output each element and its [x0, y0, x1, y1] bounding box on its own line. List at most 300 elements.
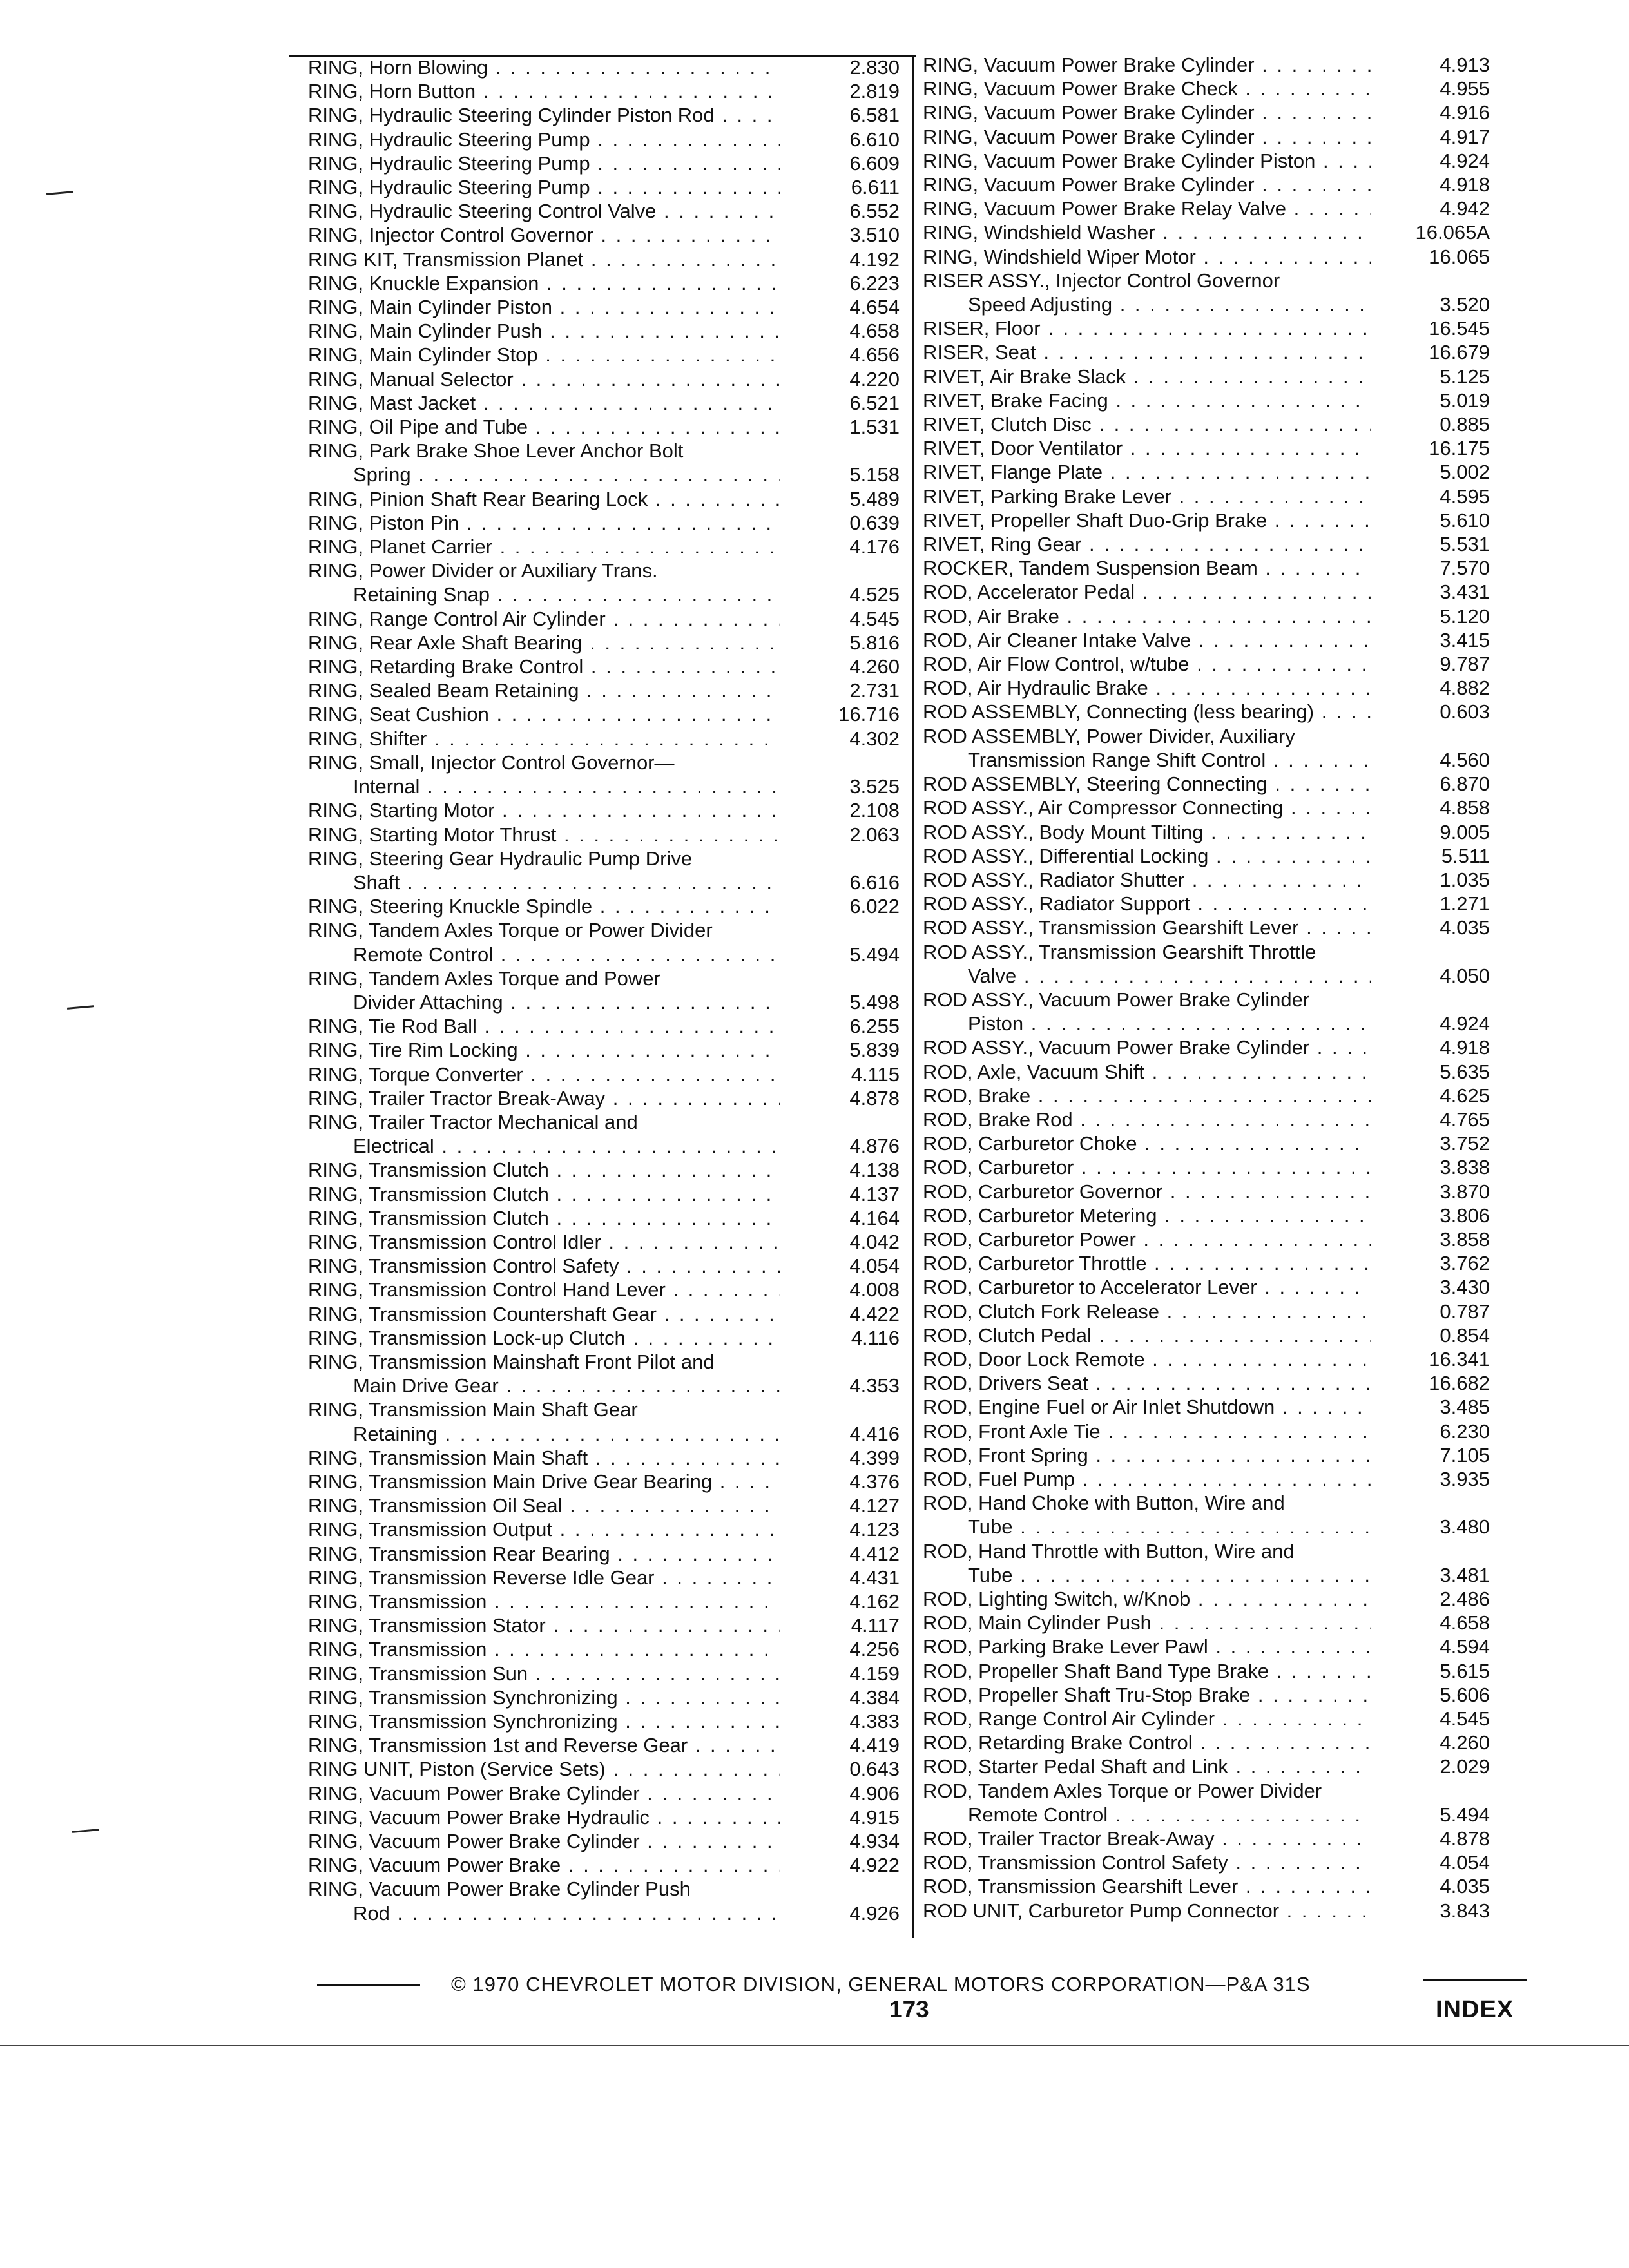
- index-entry: [308, 1637, 900, 1661]
- entry-reference-number: 2.486: [1440, 1588, 1490, 1610]
- index-entry: [923, 1060, 1490, 1084]
- entry-label: ROD, Front Axle Tie . . .: [923, 1419, 1371, 1443]
- entry-reference-number: 3.762: [1440, 1252, 1490, 1275]
- entry-continuation: Speed Adjusting . . .: [923, 293, 1371, 316]
- index-entry: [923, 580, 1490, 604]
- entry-label: ROD ASSY., Transmission Gearshift Lever . . .: [923, 916, 1371, 939]
- entry-label: RING, Hydraulic Steering Pump . . .: [308, 151, 780, 175]
- index-entry: [308, 343, 900, 367]
- entry-continuation: Transmission Range Shift Control . . .: [923, 748, 1371, 772]
- entry-label: ROD, Air Flow Control, w/tube . . .: [923, 652, 1371, 676]
- entry-reference-number: 5.019: [1440, 389, 1490, 412]
- index-entry: [308, 798, 900, 822]
- entry-label: RING, Tandem Axles Torque or Power Divider: [308, 919, 713, 942]
- entry-reference-number: 4.302: [849, 727, 900, 750]
- entry-label: ROD, Propeller Shaft Band Type Brake . . .: [923, 1659, 1371, 1683]
- entry-reference-number: 4.127: [849, 1494, 900, 1517]
- entry-label: RING, Hydraulic Steering Cylinder Piston Rod . . .: [308, 103, 780, 127]
- entry-reference-number: 3.485: [1440, 1396, 1490, 1419]
- entry-label: ROD ASSY., Differential Locking . . .: [923, 844, 1371, 868]
- entry-label: RING, Range Control Air Cylinder . . .: [308, 607, 780, 631]
- entry-continuation: Main Drive Gear . . .: [308, 1374, 780, 1398]
- entry-label: RING, Steering Gear Hydraulic Pump Drive: [308, 847, 693, 870]
- entry-label: RING, Vacuum Power Brake Cylinder . . .: [308, 1829, 780, 1853]
- entry-reference-number: 4.176: [849, 535, 900, 559]
- index-entry: [923, 1850, 1490, 1874]
- index-entry: [308, 1038, 900, 1062]
- index-entry: [308, 1566, 900, 1590]
- section-label: INDEX: [1436, 1996, 1514, 2023]
- entry-label: ROD, Propeller Shaft Tru-Stop Brake . . .: [923, 1683, 1371, 1707]
- entry-reference-number: 9.005: [1440, 820, 1490, 843]
- entry-reference-number: 6.581: [849, 104, 900, 127]
- index-entry: [308, 1757, 900, 1781]
- entry-label: RIVET, Ring Gear . . .: [923, 532, 1371, 556]
- entry-label: RIVET, Air Brake Slack . . .: [923, 365, 1371, 389]
- index-entry: [923, 628, 1490, 652]
- index-entry: [923, 1899, 1490, 1923]
- index-entry: [923, 1659, 1490, 1683]
- entry-continuation: Spring . . .: [308, 463, 780, 486]
- entry-label: RING, Seat Cushion . . .: [308, 702, 780, 726]
- entry-label: RING, Transmission Control Hand Lever . . .: [308, 1278, 780, 1302]
- entry-reference-number: 4.192: [849, 247, 900, 271]
- entry-label: RISER, Floor . . .: [923, 316, 1371, 340]
- entry-label: ROD, Brake Rod . . .: [923, 1108, 1371, 1131]
- index-entry: [923, 485, 1490, 508]
- index-entry: [923, 1155, 1490, 1179]
- entry-reference-number: 4.765: [1440, 1108, 1490, 1131]
- entry-reference-number: 6.552: [849, 200, 900, 223]
- entry-label: ROD, Carburetor to Accelerator Lever . . .: [923, 1275, 1371, 1299]
- entry-continuation: Divider Attaching . . .: [308, 990, 780, 1014]
- index-entry: [923, 1035, 1490, 1059]
- index-entry: [923, 389, 1490, 412]
- entry-reference-number: 0.603: [1440, 700, 1490, 724]
- entry-label: RING, Planet Carrier . . .: [308, 535, 780, 559]
- index-entry: [923, 1275, 1490, 1299]
- entry-reference-number: 5.120: [1440, 604, 1490, 628]
- entry-reference-number: 3.431: [1440, 581, 1490, 604]
- index-entry: [308, 1206, 900, 1230]
- entry-reference-number: 3.510: [849, 224, 900, 247]
- entry-label: RIVET, Clutch Disc . . .: [923, 412, 1371, 436]
- entry-reference-number: 4.042: [849, 1230, 900, 1253]
- entry-reference-number: 6.255: [849, 1015, 900, 1038]
- entry-label: ROCKER, Tandem Suspension Beam . . .: [923, 556, 1371, 580]
- index-entry: [308, 1086, 900, 1110]
- index-entry: [923, 269, 1490, 316]
- entry-reference-number: 4.934: [849, 1830, 900, 1853]
- entry-reference-number: 16.545: [1429, 317, 1490, 340]
- index-entry: [308, 751, 900, 798]
- entry-reference-number: 4.545: [1440, 1707, 1490, 1731]
- index-entry: [308, 1805, 900, 1829]
- entry-label: ROD, Clutch Pedal . . .: [923, 1323, 1371, 1347]
- index-entry: [308, 966, 900, 1014]
- entry-label: ROD, Door Lock Remote . . .: [923, 1347, 1371, 1371]
- index-column-right: [923, 53, 1490, 1923]
- entry-reference-number: 4.419: [849, 1734, 900, 1757]
- entry-reference-number: 5.002: [1440, 461, 1490, 484]
- entry-reference-number: 3.525: [849, 775, 900, 798]
- entry-label: RING, Park Brake Shoe Lever Anchor Bolt: [308, 439, 684, 463]
- entry-continuation: Valve . . .: [923, 964, 1371, 988]
- entry-reference-number: 6.610: [849, 128, 900, 151]
- index-entry: [923, 556, 1490, 580]
- index-entry: [923, 1491, 1490, 1539]
- entry-label: RING, Trailer Tractor Break-Away . . .: [308, 1086, 780, 1110]
- entry-label: ROD ASSEMBLY, Steering Connecting . . .: [923, 772, 1371, 796]
- index-entry: [923, 1395, 1490, 1419]
- entry-reference-number: 4.913: [1440, 53, 1490, 76]
- entry-label: RING, Tire Rim Locking . . .: [308, 1038, 780, 1062]
- index-entry: [923, 1108, 1490, 1131]
- entry-label: RING, Horn Button . . .: [308, 79, 780, 103]
- entry-reference-number: 5.531: [1440, 533, 1490, 556]
- entry-label: RING, Small, Injector Control Governor—: [308, 751, 675, 774]
- index-entry: [308, 1733, 900, 1757]
- entry-reference-number: 6.230: [1440, 1419, 1490, 1443]
- entry-reference-number: 2.108: [849, 799, 900, 822]
- entry-reference-number: 4.054: [1440, 1851, 1490, 1874]
- entry-label: RING, Main Cylinder Stop . . .: [308, 343, 780, 367]
- index-entry: [308, 631, 900, 655]
- entry-reference-number: 3.838: [1440, 1156, 1490, 1179]
- index-entry: [308, 559, 900, 606]
- margin-mark: [72, 1829, 99, 1833]
- entry-label: RING, Power Divider or Auxiliary Trans.: [308, 559, 658, 582]
- entry-reference-number: 3.935: [1440, 1467, 1490, 1490]
- index-entry: [308, 511, 900, 535]
- entry-label: RIVET, Door Ventilator . . .: [923, 436, 1371, 460]
- entry-reference-number: 7.570: [1440, 557, 1490, 580]
- copyright-notice: © 1970 CHEVROLET MOTOR DIVISION, GENERAL MOTORS CORPORATION—P&A 31S: [451, 1973, 1311, 1995]
- entry-label: RIVET, Flange Plate . . .: [923, 460, 1371, 484]
- entry-label: ROD ASSEMBLY, Power Divider, Auxiliary: [923, 724, 1295, 747]
- index-entry: [308, 702, 900, 726]
- entry-continuation: Retaining Snap . . .: [308, 582, 780, 606]
- index-entry: [308, 247, 900, 271]
- index-entry: [308, 1350, 900, 1398]
- entry-reference-number: 3.520: [1440, 293, 1490, 316]
- entry-reference-number: 4.412: [849, 1542, 900, 1565]
- index-entry: [308, 487, 900, 511]
- entry-reference-number: 6.611: [851, 176, 900, 199]
- index-entry: [923, 1539, 1490, 1587]
- bottom-rule: [0, 2045, 1629, 2046]
- entry-label: RING, Injector Control Governor . . .: [308, 223, 780, 247]
- index-entry: [308, 1853, 900, 1877]
- index-entry: [923, 1754, 1490, 1778]
- entry-label: ROD, Parking Brake Lever Pawl . . .: [923, 1635, 1371, 1658]
- entry-reference-number: 5.494: [1440, 1803, 1490, 1826]
- index-entry: [923, 1707, 1490, 1731]
- entry-reference-number: 6.521: [849, 391, 900, 414]
- entry-label: RING, Transmission Clutch . . .: [308, 1182, 780, 1206]
- index-entry: [308, 1470, 900, 1494]
- entry-label: RING, Transmission Control Safety . . .: [308, 1254, 780, 1278]
- entry-label: RING, Transmission Reverse Idle Gear . . .: [308, 1566, 780, 1590]
- entry-label: RING, Shifter . . .: [308, 727, 780, 751]
- entry-reference-number: 0.787: [1440, 1300, 1490, 1323]
- index-entry: [308, 439, 900, 486]
- index-entry: [923, 652, 1490, 676]
- entry-label: RING, Trailer Tractor Mechanical and: [308, 1110, 638, 1133]
- entry-label: RING, Vacuum Power Brake Cylinder . . .: [308, 1782, 780, 1805]
- entry-reference-number: 3.415: [1440, 628, 1490, 651]
- index-entry: [923, 340, 1490, 364]
- index-entry: [923, 988, 1490, 1035]
- index-entry: [923, 460, 1490, 484]
- entry-label: ROD, Retarding Brake Control . . .: [923, 1731, 1371, 1754]
- index-entry: [308, 1613, 900, 1637]
- entry-reference-number: 1.271: [1440, 892, 1490, 916]
- entry-label: RING, Transmission Clutch . . .: [308, 1206, 780, 1230]
- entry-reference-number: 2.819: [849, 80, 900, 103]
- entry-label: RING, Hydraulic Steering Pump . . .: [308, 128, 780, 151]
- entry-label: RING, Windshield Wiper Motor . . .: [923, 245, 1371, 269]
- entry-label: RING, Transmission Synchronizing . . .: [308, 1686, 780, 1709]
- entry-label: RING, Transmission Sun . . .: [308, 1662, 780, 1686]
- index-entry: [923, 820, 1490, 844]
- index-entry: [308, 391, 900, 415]
- entry-reference-number: 16.065A: [1415, 221, 1490, 244]
- index-entry: [923, 1443, 1490, 1467]
- index-entry: [923, 1180, 1490, 1204]
- index-entry: [308, 1542, 900, 1566]
- index-entry: [308, 1446, 900, 1470]
- entry-label: RING, Transmission Control Idler . . .: [308, 1230, 780, 1254]
- index-entry: [308, 1230, 900, 1254]
- entry-reference-number: 4.035: [1440, 916, 1490, 939]
- entry-reference-number: 4.926: [849, 1901, 900, 1925]
- index-entry: [923, 245, 1490, 269]
- entry-label: RING, Vacuum Power Brake Cylinder . . .: [923, 53, 1371, 77]
- entry-reference-number: 4.138: [849, 1158, 900, 1182]
- index-entry: [923, 436, 1490, 460]
- entry-label: RING, Main Cylinder Push . . .: [308, 319, 780, 343]
- entry-label: RING, Hydraulic Steering Control Valve . . .: [308, 199, 780, 223]
- index-entry: [923, 412, 1490, 436]
- index-entry: [308, 1709, 900, 1733]
- entry-label: RING, Transmission Output . . .: [308, 1517, 780, 1541]
- entry-reference-number: 6.223: [849, 271, 900, 294]
- entry-label: RISER, Seat . . .: [923, 340, 1371, 364]
- index-entry: [308, 727, 900, 751]
- entry-continuation: Internal . . .: [308, 774, 780, 798]
- index-entry: [308, 1590, 900, 1613]
- entry-reference-number: 4.162: [849, 1590, 900, 1613]
- entry-label: ROD, Main Cylinder Push . . .: [923, 1611, 1371, 1635]
- entry-label: RING, Vacuum Power Brake Cylinder . . .: [923, 101, 1371, 124]
- entry-label: ROD, Carburetor Choke . . .: [923, 1131, 1371, 1155]
- entry-label: ROD, Air Hydraulic Brake . . .: [923, 676, 1371, 700]
- entry-label: RING KIT, Transmission Planet . . .: [308, 247, 780, 271]
- entry-reference-number: 4.115: [851, 1062, 900, 1086]
- index-entry: [923, 508, 1490, 532]
- index-entry: [923, 77, 1490, 101]
- entry-reference-number: 3.752: [1440, 1132, 1490, 1155]
- entry-label: RING, Transmission 1st and Reverse Gear . . .: [308, 1733, 780, 1757]
- index-entry: [308, 1182, 900, 1206]
- entry-reference-number: 3.843: [1440, 1899, 1490, 1922]
- entry-reference-number: 4.137: [849, 1182, 900, 1206]
- index-entry: [923, 532, 1490, 556]
- entry-reference-number: 6.870: [1440, 773, 1490, 796]
- entry-label: ROD, Carburetor Governor . . .: [923, 1180, 1371, 1204]
- entry-label: RING, Transmission Main Shaft . . .: [308, 1446, 780, 1470]
- index-entry: [308, 823, 900, 847]
- entry-reference-number: 5.839: [849, 1039, 900, 1062]
- entry-label: ROD ASSY., Transmission Gearshift Throttle: [923, 940, 1316, 963]
- entry-reference-number: 6.022: [849, 895, 900, 918]
- entry-label: ROD, Transmission Control Safety . . .: [923, 1850, 1371, 1874]
- index-entry: [923, 197, 1490, 220]
- entry-continuation: Tube . . .: [923, 1563, 1371, 1587]
- entry-reference-number: 4.918: [1440, 173, 1490, 197]
- index-entry: [923, 1300, 1490, 1323]
- entry-continuation: Remote Control . . .: [923, 1803, 1371, 1827]
- index-entry: [923, 1251, 1490, 1275]
- entry-reference-number: 4.658: [1440, 1611, 1490, 1635]
- entry-label: ROD ASSY., Radiator Shutter . . .: [923, 868, 1371, 892]
- index-entry: [308, 367, 900, 391]
- index-entry: [308, 918, 900, 966]
- entry-label: ROD, Carburetor Power . . .: [923, 1227, 1371, 1251]
- entry-reference-number: 4.654: [849, 296, 900, 319]
- entry-reference-number: 4.882: [1440, 677, 1490, 700]
- index-entry: [308, 655, 900, 678]
- entry-label: RING, Vacuum Power Brake Cylinder Push: [308, 1878, 691, 1901]
- entry-reference-number: 4.595: [1440, 485, 1490, 508]
- entry-reference-number: 5.125: [1440, 365, 1490, 388]
- index-entry: [923, 676, 1490, 700]
- entry-label: RING, Vacuum Power Brake Relay Valve . . .: [923, 197, 1371, 220]
- entry-label: RING, Transmission Lock-up Clutch . . .: [308, 1326, 780, 1350]
- index-entry: [308, 128, 900, 151]
- index-entry: [308, 1014, 900, 1038]
- entry-reference-number: 6.609: [849, 151, 900, 175]
- entry-label: ROD, Front Spring . . .: [923, 1443, 1371, 1467]
- entry-reference-number: 5.606: [1440, 1683, 1490, 1706]
- index-entry: [308, 79, 900, 103]
- index-entry: [308, 1494, 900, 1517]
- entry-reference-number: 0.639: [849, 511, 900, 534]
- index-entry: [308, 103, 900, 127]
- entry-label: RING, Mast Jacket . . .: [308, 391, 780, 415]
- entry-reference-number: 4.416: [849, 1422, 900, 1445]
- entry-label: RING, Vacuum Power Brake Hydraulic . . .: [308, 1805, 780, 1829]
- entry-label: RING, Hydraulic Steering Pump . . .: [308, 175, 780, 199]
- entry-reference-number: 2.063: [849, 823, 900, 846]
- entry-label: ROD, Range Control Air Cylinder . . .: [923, 1707, 1371, 1731]
- index-entry: [308, 295, 900, 319]
- entry-reference-number: 4.123: [849, 1518, 900, 1541]
- index-entry: [923, 1874, 1490, 1898]
- index-entry: [923, 796, 1490, 820]
- entry-label: ROD, Accelerator Pedal . . .: [923, 580, 1371, 604]
- entry-label: ROD, Starter Pedal Shaft and Link . . .: [923, 1754, 1371, 1778]
- index-entry: [308, 894, 900, 918]
- index-entry: [308, 1517, 900, 1541]
- entry-label: ROD, Carburetor . . .: [923, 1155, 1371, 1179]
- entry-reference-number: 4.924: [1440, 149, 1490, 172]
- entry-label: RIVET, Parking Brake Lever . . .: [923, 485, 1371, 508]
- index-entry: [308, 1662, 900, 1686]
- entry-label: ROD, Carburetor Metering . . .: [923, 1204, 1371, 1227]
- entry-reference-number: 4.906: [849, 1782, 900, 1805]
- index-entry: [923, 1371, 1490, 1395]
- index-entry: [923, 1611, 1490, 1635]
- entry-reference-number: 4.658: [849, 320, 900, 343]
- entry-reference-number: 5.615: [1440, 1659, 1490, 1682]
- entry-label: RING, Manual Selector . . .: [308, 367, 780, 391]
- index-entry: [923, 1323, 1490, 1347]
- entry-continuation: Piston . . .: [923, 1012, 1371, 1035]
- entry-label: RING, Rear Axle Shaft Bearing . . .: [308, 631, 780, 655]
- index-entry: [308, 1398, 900, 1445]
- entry-reference-number: 4.625: [1440, 1084, 1490, 1107]
- entry-continuation: Electrical . . .: [308, 1134, 780, 1158]
- entry-label: RING UNIT, Piston (Service Sets) . . .: [308, 1757, 780, 1781]
- entry-reference-number: 4.924: [1440, 1012, 1490, 1035]
- entry-label: RING, Transmission Clutch . . .: [308, 1158, 780, 1182]
- entry-label: RING, Steering Knuckle Spindle . . .: [308, 894, 780, 918]
- entry-reference-number: 4.878: [849, 1086, 900, 1110]
- index-entry: [308, 223, 900, 247]
- index-entry: [923, 844, 1490, 868]
- entry-label: RING, Vacuum Power Brake . . .: [308, 1853, 780, 1877]
- entry-reference-number: 4.560: [1440, 748, 1490, 771]
- entry-reference-number: 4.918: [1440, 1036, 1490, 1059]
- entry-label: RING, Knuckle Expansion . . .: [308, 271, 780, 295]
- index-entry: [308, 1686, 900, 1709]
- index-entry: [308, 271, 900, 295]
- entry-label: ROD, Carburetor Throttle . . .: [923, 1251, 1371, 1275]
- entry-reference-number: 4.164: [849, 1206, 900, 1229]
- entry-reference-number: 1.531: [849, 416, 900, 439]
- entry-reference-number: 4.384: [849, 1686, 900, 1709]
- entry-label: ROD, Air Cleaner Intake Valve . . .: [923, 628, 1371, 652]
- index-entry: [923, 316, 1490, 340]
- index-entry: [308, 678, 900, 702]
- index-entry: [923, 868, 1490, 892]
- entry-label: RING, Pinion Shaft Rear Bearing Lock . . .: [308, 487, 780, 511]
- index-entry: [308, 199, 900, 223]
- entry-label: ROD ASSY., Vacuum Power Brake Cylinder . . .: [923, 1035, 1371, 1059]
- entry-reference-number: 4.878: [1440, 1827, 1490, 1850]
- index-entry: [308, 1062, 900, 1086]
- entry-reference-number: 4.431: [849, 1566, 900, 1589]
- entry-label: RING, Piston Pin . . .: [308, 511, 780, 535]
- entry-label: RING, Starting Motor . . .: [308, 798, 780, 822]
- index-entry: [923, 892, 1490, 916]
- entry-reference-number: 3.806: [1440, 1204, 1490, 1227]
- entry-reference-number: 4.376: [849, 1470, 900, 1493]
- entry-continuation: Tube . . .: [923, 1515, 1371, 1539]
- entry-reference-number: 4.159: [849, 1662, 900, 1685]
- entry-label: RING, Sealed Beam Retaining . . .: [308, 678, 780, 702]
- index-entry: [923, 1827, 1490, 1850]
- index-entry: [923, 220, 1490, 244]
- index-entry: [923, 1731, 1490, 1754]
- entry-label: RING, Transmission Mainshaft Front Pilot and: [308, 1350, 715, 1373]
- entry-reference-number: 4.656: [849, 343, 900, 367]
- entry-reference-number: 4.922: [849, 1854, 900, 1877]
- entry-reference-number: 5.511: [1441, 844, 1490, 867]
- index-entry: [308, 1158, 900, 1182]
